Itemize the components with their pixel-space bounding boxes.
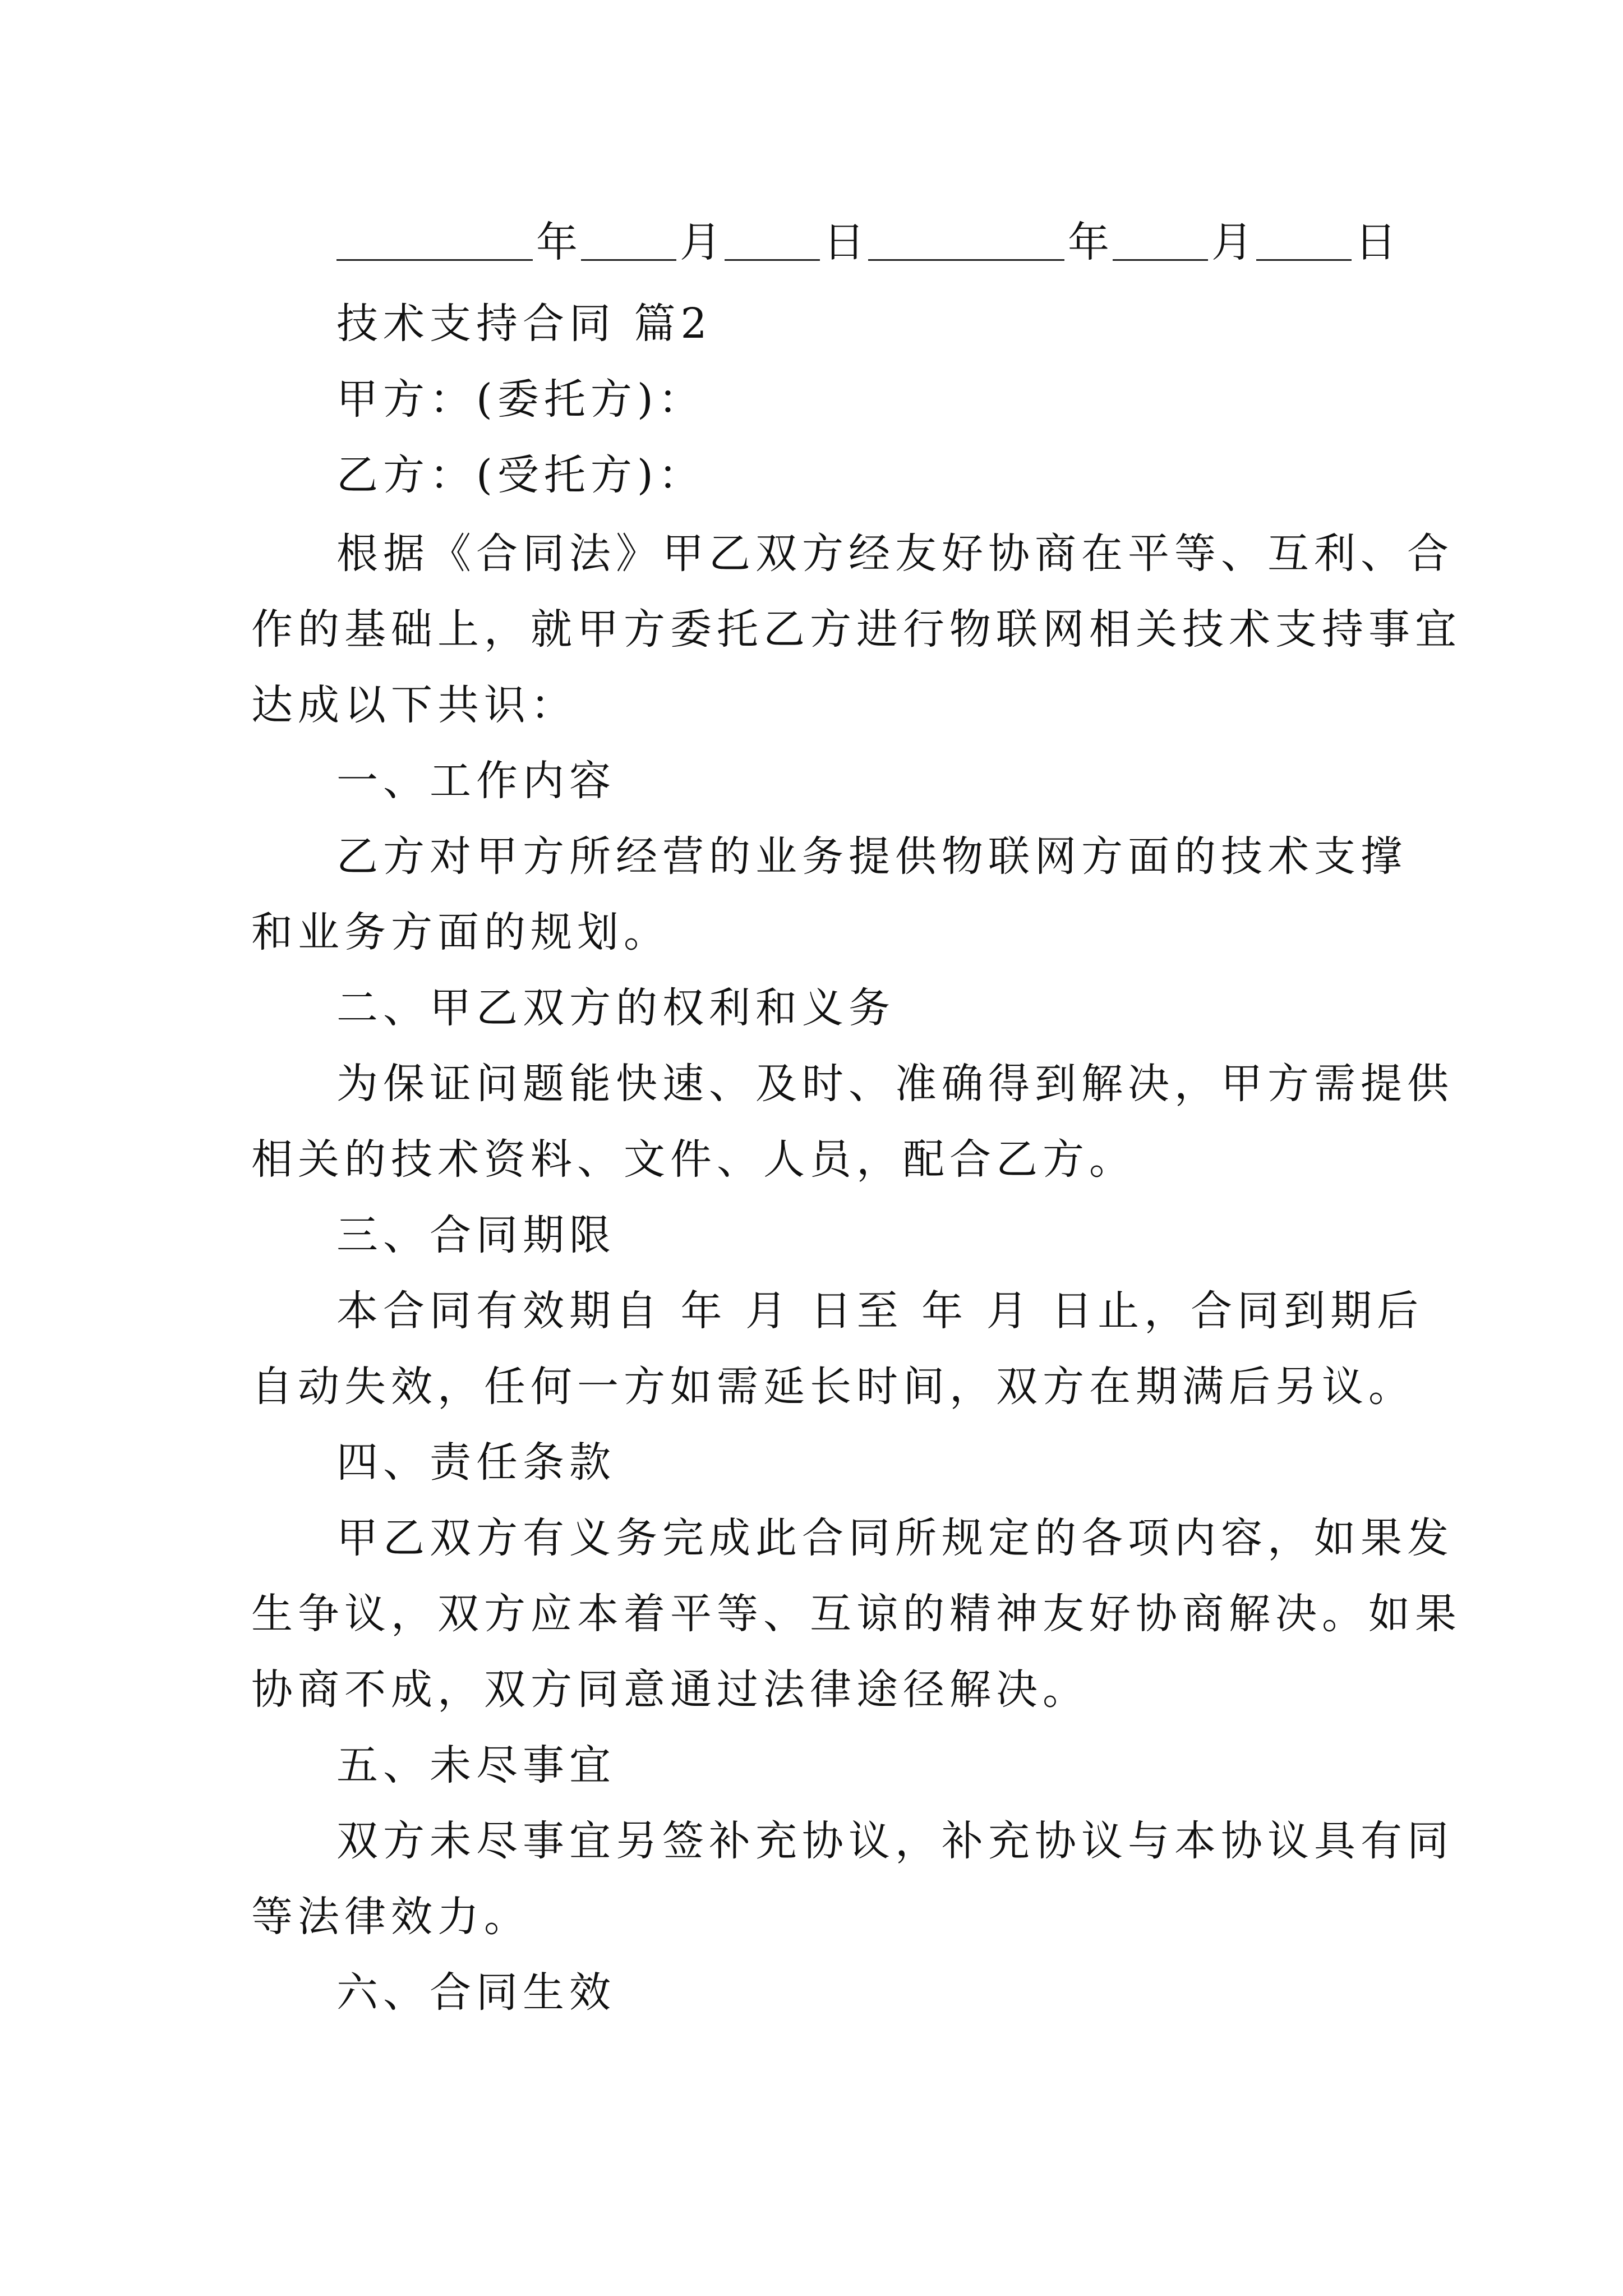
blank-month-b — [1113, 222, 1208, 261]
section-1-heading: 一、工作内容 — [336, 757, 616, 805]
unit-year-a: 年 — [536, 218, 578, 266]
section-2-line-2: 相关的技术资料、文件、人员，配合乙方。 — [251, 1135, 1136, 1184]
blank-month-a — [581, 222, 676, 261]
blank-year-a — [336, 222, 533, 261]
section-4-heading: 四、责任条款 — [336, 1438, 616, 1487]
intro-line-2: 作的基础上，就甲方委托乙方进行物联网相关技术支持事宜 — [251, 605, 1461, 654]
section-6-heading: 六、合同生效 — [336, 1968, 616, 2017]
section-5-line-2: 等法律效力。 — [251, 1893, 531, 1941]
unit-month-b: 月 — [1211, 218, 1253, 266]
unit-month-a: 月 — [680, 218, 721, 266]
section-4-line-3: 协商不成，双方同意通过法律途径解决。 — [251, 1665, 1089, 1714]
section-3-line-1: 本合同有效期自 年 月 日至 年 月 日止，合同到期后 — [336, 1287, 1424, 1335]
section-3-line-2: 自动失效，任何一方如需延长时间，双方在期满后另议。 — [251, 1363, 1415, 1411]
intro-line-3: 达成以下共识： — [251, 681, 577, 729]
section-5-line-1: 双方未尽事宜另签补充协议，补充协议与本协议具有同 — [336, 1817, 1454, 1865]
intro-line-1: 根据《合同法》甲乙双方经友好协商在平等、互利、合 — [336, 530, 1454, 578]
party-b-line: 乙方：(受托方)： — [336, 451, 705, 499]
blank-year-b — [868, 222, 1064, 261]
unit-day-a: 日 — [823, 218, 865, 266]
section-2-line-1: 为保证问题能快速、及时、准确得到解决，甲方需提供 — [336, 1060, 1454, 1108]
document-title: 技术支持合同 篇2 — [336, 300, 712, 348]
section-3-heading: 三、合同期限 — [336, 1211, 616, 1259]
section-1-line-1: 乙方对甲方所经营的业务提供物联网方面的技术支撑 — [336, 832, 1407, 881]
section-2-heading: 二、甲乙双方的权利和义务 — [336, 984, 895, 1032]
signature-date-line — [336, 218, 1400, 266]
section-5-heading: 五、未尽事宜 — [336, 1741, 616, 1789]
unit-year-b: 年 — [1068, 218, 1109, 266]
blank-day-a — [725, 222, 820, 261]
blank-day-b — [1256, 222, 1352, 261]
section-4-line-1: 甲乙双方有义务完成此合同所规定的各项内容，如果发 — [336, 1514, 1454, 1562]
section-1-line-2: 和业务方面的规划。 — [251, 908, 670, 956]
section-4-line-2: 生争议，双方应本着平等、互谅的精神友好协商解决。如果 — [251, 1590, 1461, 1638]
unit-day-b: 日 — [1355, 218, 1396, 266]
party-a-line: 甲方：(委托方)： — [336, 375, 705, 424]
